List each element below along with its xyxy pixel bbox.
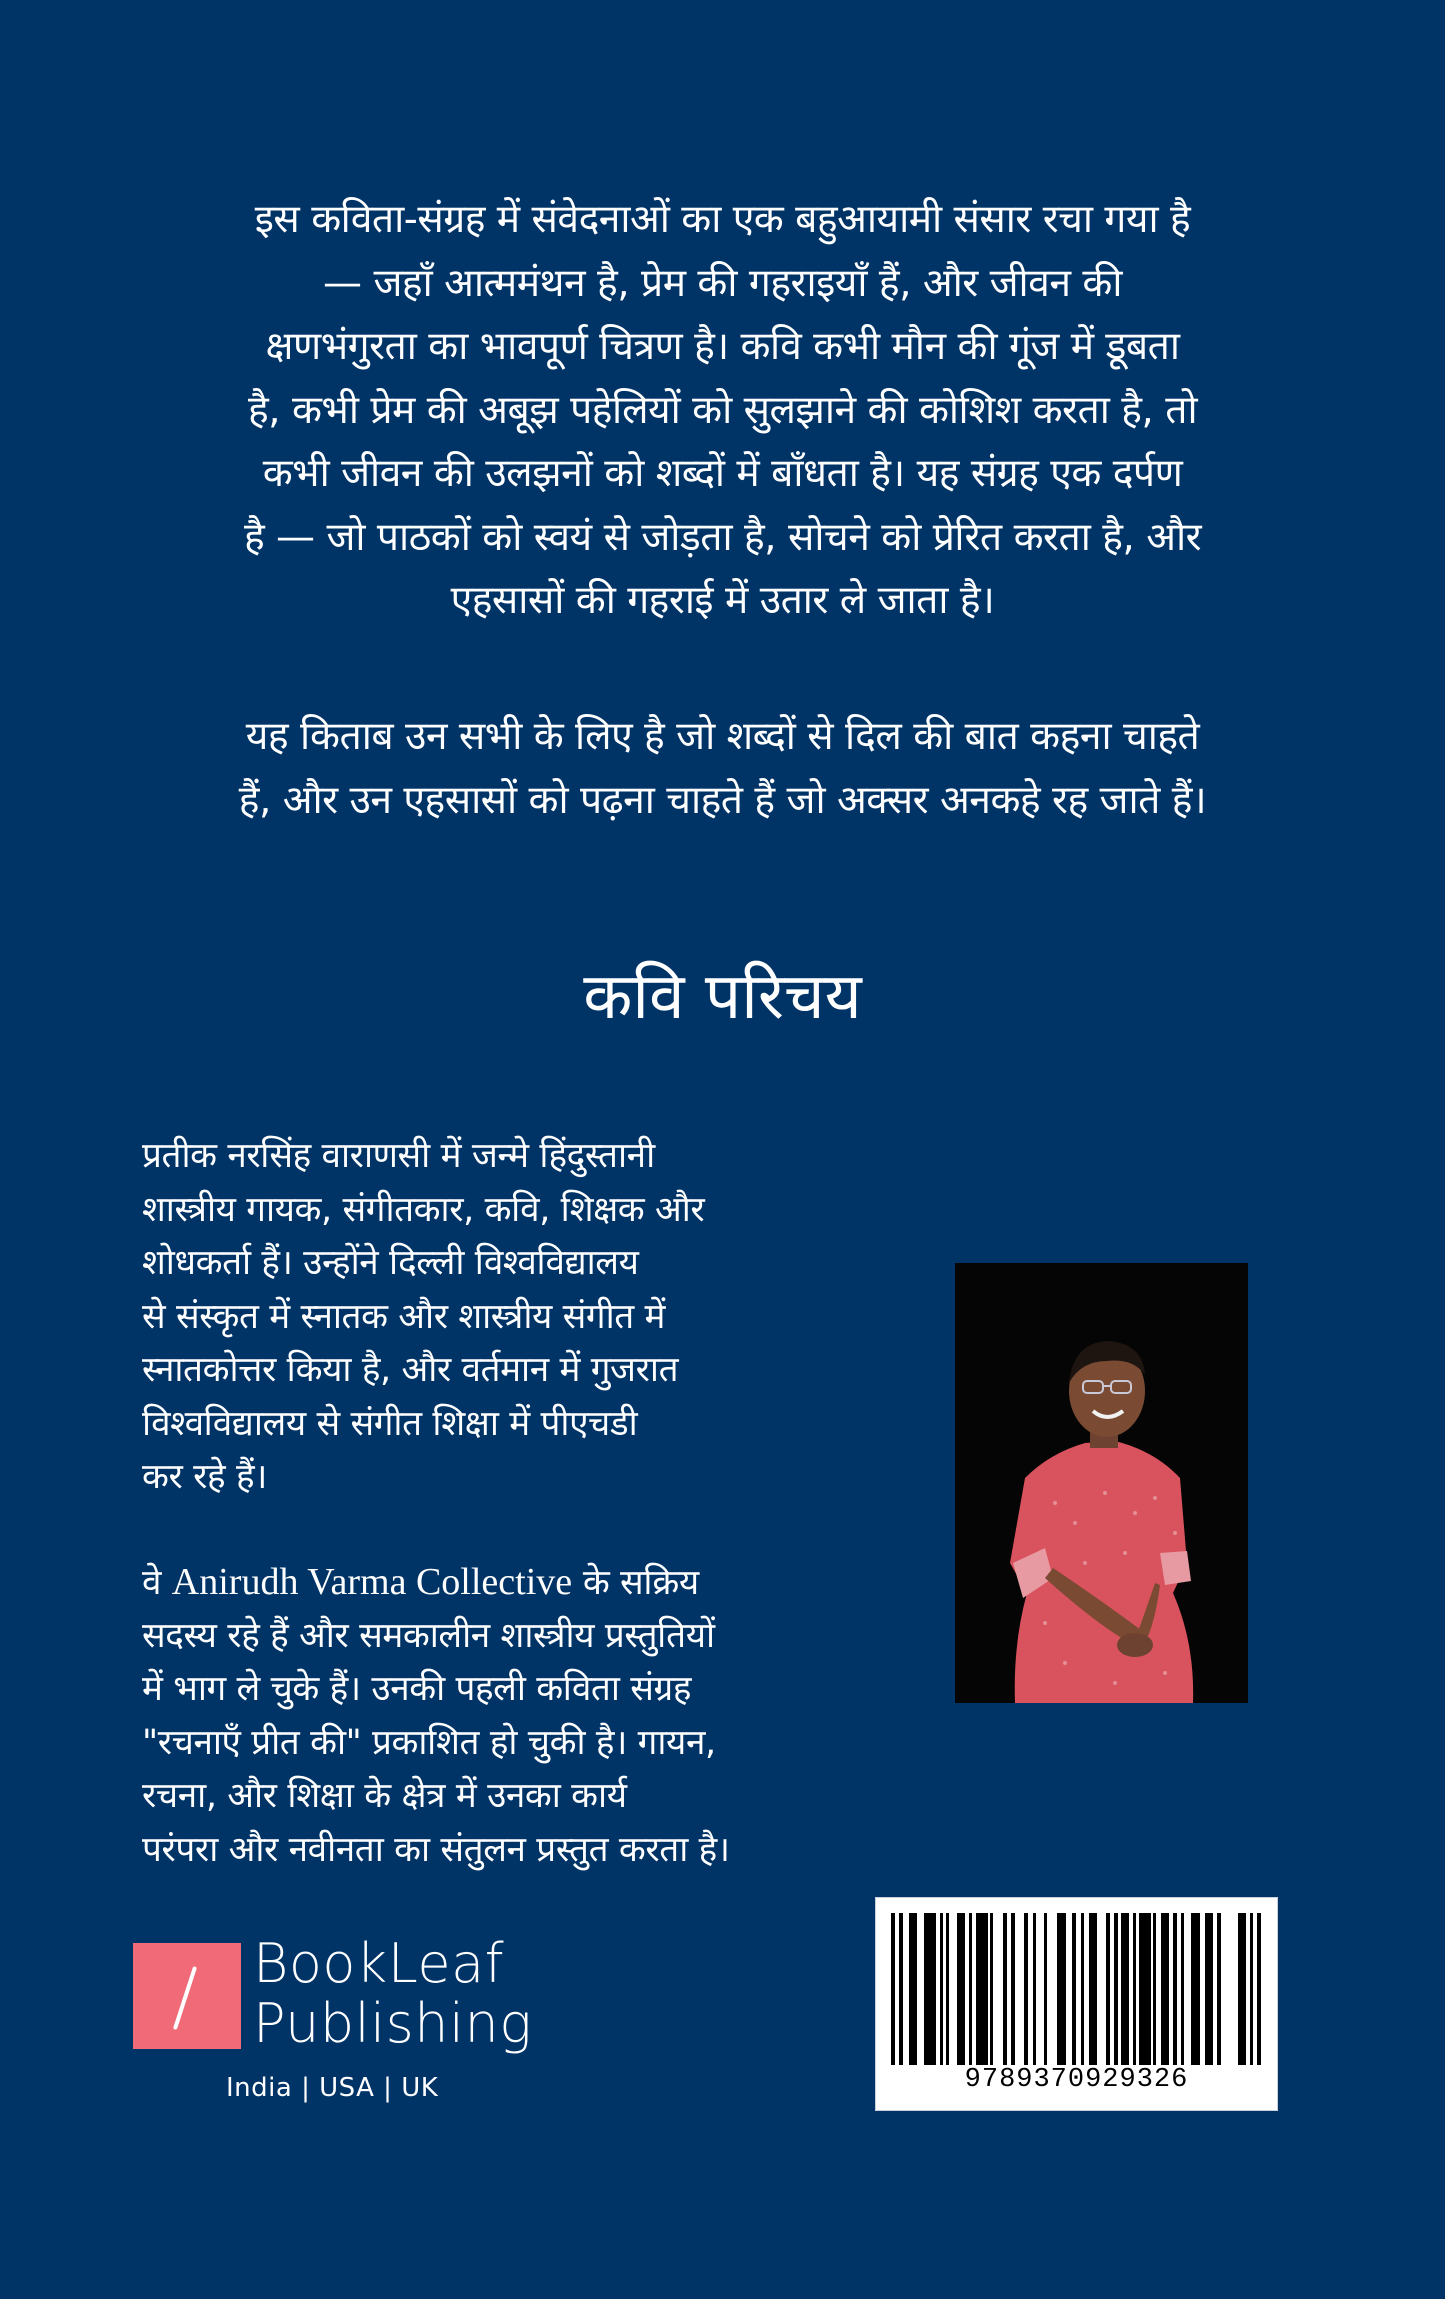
isbn-number: 9789370929326 <box>964 2065 1189 2095</box>
blurb-line: एहसासों की गहराई में उतार ले जाता है। <box>450 578 995 623</box>
blurb-line: है, कभी प्रेम की अबूझ पहेलियों को सुलझाने की कोशिश करता है, तो <box>247 387 1198 433</box>
bio-line: रचना, और शिक्षा के क्षेत्र में उनका कार्य <box>142 1776 627 1816</box>
publisher-regions: India | USA | UK <box>226 2073 439 2103</box>
blurb-line: क्षणभंगुरता का भावपूर्ण चित्रण है। कवि कभी मौन की गूंज में डूबता <box>265 324 1180 369</box>
blurb-line: इस कविता-संग्रह में संवेदनाओं का एक बहुआयामी संसार रचा गया है <box>254 197 1191 242</box>
bio-line <box>142 1556 962 1610</box>
bio-line: में भाग ले चुके हैं। उनकी पहली कविता संग्रह <box>142 1669 692 1709</box>
bio-line: सदस्य रहे हैं और समकालीन शास्त्रीय प्रस्तुतियों <box>142 1615 715 1656</box>
barcode-icon <box>891 1913 1263 2065</box>
bio-text: वे <box>142 1563 172 1603</box>
author-bio-paragraph-1 <box>142 1130 962 1505</box>
bio-line: "रचनाएँ प्रीत की" प्रकाशित हो चुकी है। गायन, <box>142 1722 716 1763</box>
collective-name: Anirudh Varma Collective <box>171 1561 573 1603</box>
bio-line: कर रहे हैं। <box>142 1457 267 1497</box>
blurb-line: है — जो पाठकों को स्वयं से जोड़ता है, सोचने को प्रेरित करता है, और <box>243 514 1202 560</box>
back-cover-blurb <box>120 188 1325 633</box>
blurb-line: — जहाँ आत्ममंथन है, प्रेम की गहराइयाँ हैं, और जीवन की <box>323 260 1122 306</box>
publisher-name-line-2: Publishing <box>253 1992 533 2055</box>
author-photo <box>955 1263 1248 1703</box>
blurb-line: कभी जीवन की उलझनों को शब्दों में बाँधता है। यह संग्रह एक दर्पण <box>262 451 1183 496</box>
audience-paragraph <box>120 705 1325 832</box>
bio-line: विश्वविद्यालय से संगीत शिक्षा में पीएचडी <box>142 1403 638 1444</box>
bio-line: प्रतीक नरसिंह वाराणसी में जन्मे हिंदुस्तानी <box>142 1136 655 1176</box>
isbn-barcode <box>875 1897 1278 2111</box>
bio-line: शास्त्रीय गायक, संगीतकार, कवि, शिक्षक और <box>142 1189 705 1230</box>
bio-line: परंपरा और नवीनता का संतुलन प्रस्तुत करता है। <box>142 1829 730 1870</box>
bio-text: के सक्रिय <box>572 1563 699 1603</box>
slash-icon <box>173 1966 197 2030</box>
bio-line: शोधकर्ता हैं। उन्होंने दिल्ली विश्वविद्यालय <box>142 1243 639 1283</box>
bio-line: से संस्कृत में स्नातक और शास्त्रीय संगीत में <box>142 1296 666 1337</box>
publisher-logo-mark <box>133 1943 241 2049</box>
bio-line: स्नातकोत्तर किया है, और वर्तमान में गुजरात <box>142 1350 679 1390</box>
audience-line: हैं, और उन एहसासों को पढ़ना चाहते हैं जो अक्सर अनकहे रह जाते हैं। <box>238 777 1207 823</box>
author-intro-heading: कवि परिचय <box>583 960 862 1034</box>
publisher-name <box>253 1934 532 2054</box>
author-portrait-icon <box>955 1263 1248 1703</box>
author-bio-paragraph-2 <box>142 1556 962 1877</box>
audience-line: यह किताब उन सभी के लिए है जो शब्दों से दिल की बात कहना चाहते <box>245 714 1200 759</box>
publisher-name-line-1: BookLeaf <box>253 1932 505 1995</box>
